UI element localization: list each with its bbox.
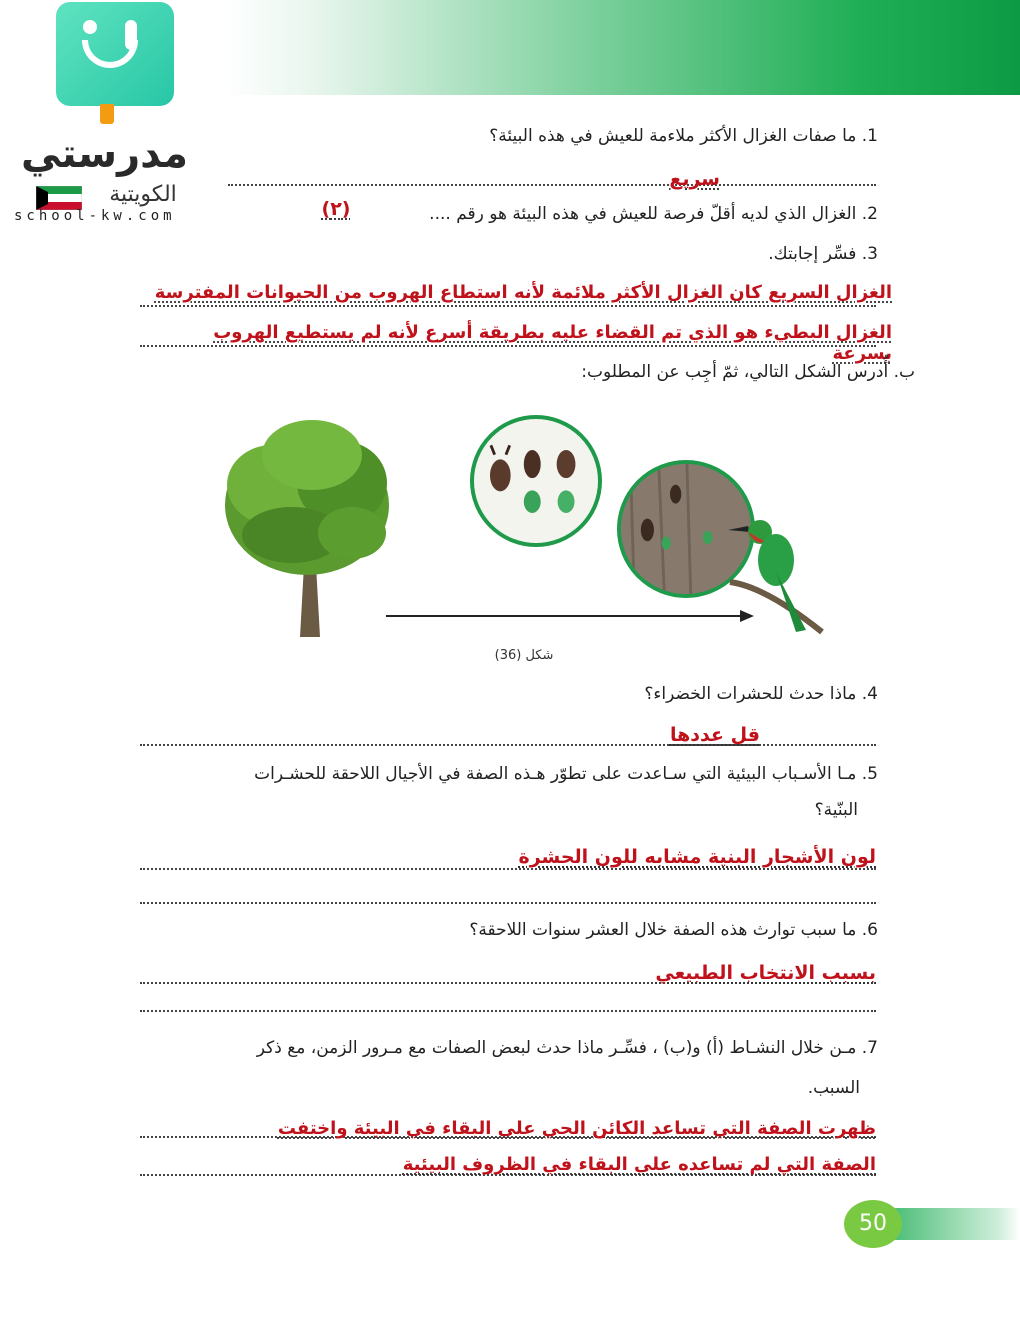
logo-url: school-kw.com	[14, 208, 176, 224]
question-2: 2. الغزال الذي لديه أقلّ فرصة للعيش في هذه البيئة هو رقم ....	[429, 204, 878, 224]
answer-4: قل عددها	[669, 724, 760, 746]
answer-line	[140, 868, 876, 870]
answer-line	[140, 1010, 876, 1012]
logo-eye	[83, 20, 97, 34]
answer-2: (٢)	[321, 198, 351, 220]
answer-line	[140, 305, 876, 307]
answer-line	[140, 744, 876, 746]
logo-subtitle: الكويتية	[109, 182, 177, 207]
logo-tab	[100, 104, 114, 124]
top-banner	[225, 0, 1020, 95]
question-1: 1. ما صفات الغزال الأكثر ملاءمة للعيش في هذه البيئة؟	[489, 126, 878, 146]
question-4: 4. ماذا حدث للحشرات الخضراء؟	[644, 684, 878, 704]
answer-5: لون الأشجار البنية مشابه للون الحشرة	[518, 846, 876, 868]
question-5-line-1: 5. مـا الأسـباب البيئية التي سـاعدت على تطوّر هـذه الصفة في الأجيال اللاحقة للحشـرات	[254, 764, 878, 784]
tree-icon	[222, 415, 392, 637]
kuwait-flag-icon	[36, 186, 82, 210]
question-7-line-1: 7. مـن خلال النشـاط (أ) و(ب) ، فسِّـر ماذا حدث لبعض الصفات مع مـرور الزمن، مع ذكر	[256, 1038, 878, 1058]
question-7-line-2: السبب.	[807, 1078, 860, 1098]
beetles-icon	[474, 419, 598, 543]
arrow-icon	[384, 606, 756, 626]
beetles-circle	[470, 415, 602, 547]
answer-1: سريع	[669, 168, 720, 190]
answer-3-line-1: الغزال السريع كان الغزال الأكثر ملائمة لأنه استطاع الهروب من الحيوانات المفترسة	[154, 282, 892, 303]
answer-line	[228, 184, 876, 186]
answer-6: بسبب الانتخاب الطبيعي	[655, 962, 876, 984]
answer-7-line-2: الصفة التي لم تساعده على البقاء في الظروف البيئية	[402, 1154, 876, 1175]
page-number: 50	[844, 1200, 902, 1248]
answer-7-line-1: ظهرت الصفة التي تساعد الكائن الحي على البقاء في البيئة واختفت	[277, 1118, 876, 1139]
answer-line	[140, 902, 876, 904]
question-6: 6. ما سبب توارث هذه الصفة خلال العشر سنوات اللاحقة؟	[469, 920, 878, 940]
section-b-heading: ب. أُدرس الشكل التالي، ثمّ أجِب عن المطلوب:	[581, 362, 915, 382]
question-3: 3. فسِّر إجابتك.	[768, 244, 878, 264]
logo-name: مدرستي	[20, 131, 188, 177]
question-5-line-2: البنّية؟	[814, 800, 858, 820]
figure-caption: شكل (36)	[494, 648, 554, 663]
answer-3-line-2: الغزال البطيء هو الذي تم القضاء عليه بطريقة أسرع لأنه لم يستطيع الهروب بسرعة	[213, 322, 892, 364]
